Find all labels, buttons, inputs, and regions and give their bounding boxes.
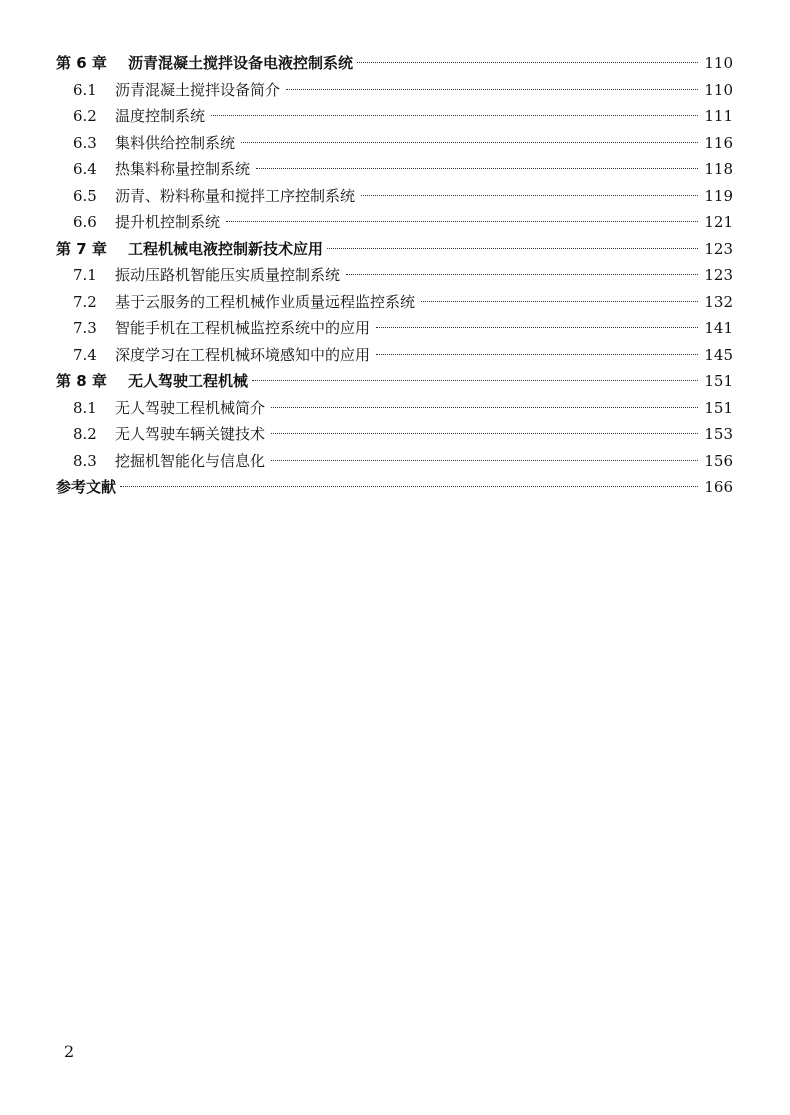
page-ref: 132: [704, 292, 733, 311]
toc-section-7-2[interactable]: [56, 289, 733, 316]
section-number: 8.3: [73, 451, 97, 470]
section-title: 沥青混凝土搅拌设备简介: [115, 80, 281, 99]
dot-leader: [357, 62, 698, 63]
references-title: 参考文献: [56, 478, 117, 496]
section-number: 6.5: [73, 186, 97, 205]
toc-section-8-2[interactable]: [56, 421, 733, 448]
page-ref: 118: [704, 160, 733, 178]
section-title: 振动压路机智能压实质量控制系统: [115, 266, 341, 284]
section-title: 沥青、粉料称量和搅拌工序控制系统: [115, 186, 356, 205]
page-number: 2: [64, 1042, 75, 1061]
section-number: 7.1: [73, 266, 97, 284]
chapter-number: 第 6 章: [56, 54, 107, 72]
toc-references[interactable]: [56, 474, 733, 501]
toc-section-7-4[interactable]: [56, 342, 733, 369]
section-title: 挖掘机智能化与信息化: [115, 451, 266, 470]
section-number: 7.3: [73, 319, 97, 337]
chapter-number: 第 7 章: [56, 239, 107, 258]
section-number: 7.4: [73, 345, 97, 364]
dot-leader: [286, 89, 698, 90]
page-ref: 110: [704, 54, 733, 72]
page-ref: 110: [704, 80, 733, 99]
dot-leader: [120, 486, 698, 487]
chapter-title: 沥青混凝土搅拌设备电液控制系统: [128, 54, 354, 72]
dot-leader: [327, 248, 698, 249]
page-ref: 116: [704, 133, 733, 152]
toc-section-6-5[interactable]: [56, 183, 733, 210]
section-number: 6.2: [73, 107, 97, 125]
section-number: 8.1: [73, 398, 97, 417]
dot-leader: [346, 274, 698, 275]
section-number: 6.1: [73, 80, 97, 99]
toc-section-6-3[interactable]: [56, 130, 733, 157]
toc-section-7-3[interactable]: [56, 315, 733, 342]
section-title: 智能手机在工程机械监控系统中的应用: [115, 319, 371, 337]
dot-leader: [252, 380, 698, 381]
toc-section-8-1[interactable]: [56, 395, 733, 422]
page-ref: 151: [704, 372, 733, 390]
section-number: 8.2: [73, 425, 97, 443]
dot-leader: [361, 195, 698, 196]
section-title: 无人驾驶车辆关键技术: [115, 425, 266, 443]
toc-section-6-2[interactable]: [56, 103, 733, 130]
section-title: 温度控制系统: [115, 107, 206, 125]
toc-section-6-6[interactable]: [56, 209, 733, 236]
page-ref: 151: [704, 398, 733, 417]
page-ref: 123: [704, 266, 733, 284]
dot-leader: [211, 115, 698, 116]
page-ref: 145: [704, 345, 733, 364]
toc-section-6-4[interactable]: [56, 156, 733, 183]
dot-leader: [271, 460, 698, 461]
dot-leader: [241, 142, 698, 143]
page-ref: 153: [704, 425, 733, 443]
toc-section-8-3[interactable]: [56, 448, 733, 475]
page-ref: 141: [704, 319, 733, 337]
page-ref: 119: [704, 186, 733, 205]
page-ref: 111: [704, 107, 733, 125]
page-ref: 166: [704, 478, 733, 496]
toc-chapter-6[interactable]: [56, 50, 733, 77]
section-number: 6.6: [73, 213, 97, 231]
dot-leader: [376, 354, 698, 355]
dot-leader: [271, 407, 698, 408]
section-number: 6.3: [73, 133, 97, 152]
chapter-title: 工程机械电液控制新技术应用: [128, 239, 324, 258]
page-ref: 123: [704, 239, 733, 258]
dot-leader: [421, 301, 698, 302]
section-title: 基于云服务的工程机械作业质量远程监控系统: [115, 292, 416, 311]
section-number: 7.2: [73, 292, 97, 311]
section-title: 集料供给控制系统: [115, 133, 236, 152]
section-title: 提升机控制系统: [115, 213, 221, 231]
chapter-number: 第 8 章: [56, 372, 107, 390]
dot-leader: [271, 433, 698, 434]
section-title: 无人驾驶工程机械简介: [115, 398, 266, 417]
section-number: 6.4: [73, 160, 97, 178]
dot-leader: [376, 327, 698, 328]
dot-leader: [256, 168, 698, 169]
toc-chapter-8[interactable]: [56, 368, 733, 395]
toc-chapter-7[interactable]: [56, 236, 733, 263]
toc-section-7-1[interactable]: [56, 262, 733, 289]
dot-leader: [226, 221, 698, 222]
section-title: 热集料称量控制系统: [115, 160, 251, 178]
page-ref: 121: [704, 213, 733, 231]
toc-section-6-1[interactable]: [56, 77, 733, 104]
chapter-title: 无人驾驶工程机械: [128, 372, 249, 390]
section-title: 深度学习在工程机械环境感知中的应用: [115, 345, 371, 364]
table-of-contents: [56, 50, 733, 501]
page-ref: 156: [704, 451, 733, 470]
